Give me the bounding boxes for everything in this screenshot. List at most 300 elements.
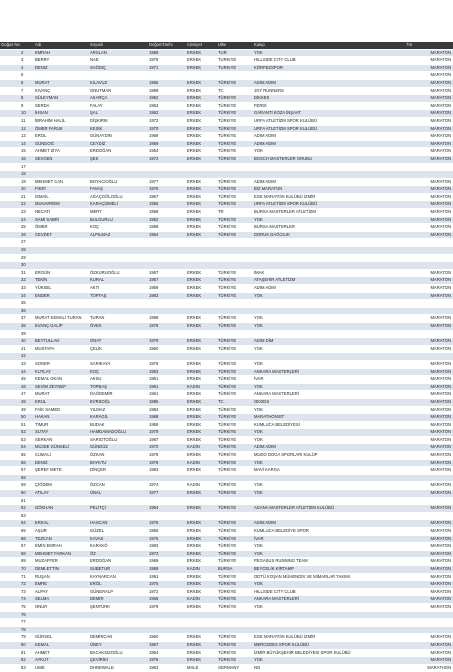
cell-country: TÜRKİYE xyxy=(217,338,253,346)
cell-first-name: MUZAFFER xyxy=(34,558,89,566)
cell-gender: ERKEK xyxy=(186,322,217,330)
cell-category xyxy=(405,353,453,361)
cell-first-name: BEYTULLAH xyxy=(34,338,89,346)
cell-category: MARATON xyxy=(405,558,453,566)
cell-gender: ERKEK xyxy=(186,490,217,498)
cell-country: TÜRKİYE xyxy=(217,155,253,163)
cell-club: İMAK xyxy=(253,269,405,277)
table-row xyxy=(0,649,453,657)
cell-bib-number: 55 xyxy=(0,452,34,460)
cell-birth-year xyxy=(148,262,186,270)
cell-club: ADANA MASTERLER ATLETİZM KULÜBÜ xyxy=(253,505,405,513)
participants-table xyxy=(0,42,453,672)
cell-birth-year: 1983 xyxy=(148,543,186,551)
cell-category: MARATON xyxy=(405,209,453,217)
table-row xyxy=(0,535,453,543)
table-row xyxy=(0,262,453,270)
cell-gender xyxy=(186,239,217,247)
cell-category: MARATON xyxy=(405,57,453,65)
cell-first-name: SELMA xyxy=(34,596,89,604)
cell-birth-year: 1977 xyxy=(148,490,186,498)
cell-country: TC xyxy=(217,398,253,406)
cell-first-name: KEMAL xyxy=(34,641,89,649)
cell-bib-number: 79 xyxy=(0,634,34,642)
table-row xyxy=(0,148,453,156)
cell-club: PEGASUS RUNNING TEAM xyxy=(253,558,405,566)
table-row xyxy=(0,664,453,672)
cell-bib-number: 49 xyxy=(0,406,34,414)
cell-bib-number: 69 xyxy=(0,558,34,566)
cell-birth-year: 1974 xyxy=(148,482,186,490)
cell-first-name: AYKUT xyxy=(34,657,89,665)
cell-category: MARATON xyxy=(405,436,453,444)
cell-bib-number: 16 xyxy=(0,155,34,163)
cell-category: MARATON xyxy=(405,573,453,581)
cell-birth-year: 1969 xyxy=(148,133,186,141)
cell-country: TURKIYE xyxy=(217,57,253,65)
cell-birth-year: 1963 xyxy=(148,368,186,376)
cell-gender: ERKEK xyxy=(186,558,217,566)
table-row xyxy=(0,398,453,406)
table-row xyxy=(0,353,453,361)
cell-gender: KADIN xyxy=(186,596,217,604)
table-row xyxy=(0,641,453,649)
cell-gender: ERKEK xyxy=(186,285,217,293)
cell-country: TÜRKİYE xyxy=(217,178,253,186)
cell-bib-number: 28 xyxy=(0,247,34,255)
cell-bib-number: 63 xyxy=(0,512,34,520)
cell-first-name: ONUR xyxy=(34,603,89,611)
cell-last-name: DHNEWALD xyxy=(89,664,148,672)
cell-category: MARATON xyxy=(405,338,453,346)
cell-gender xyxy=(186,626,217,634)
cell-gender: ERKEK xyxy=(186,429,217,437)
cell-gender: KADIN xyxy=(186,459,217,467)
cell-birth-year xyxy=(148,611,186,619)
cell-first-name xyxy=(34,626,89,634)
cell-birth-year: 1967 xyxy=(148,269,186,277)
cell-country xyxy=(217,330,253,338)
cell-bib-number: 23 xyxy=(0,209,34,217)
cell-gender: ERKEK xyxy=(186,338,217,346)
cell-birth-year: 1976 xyxy=(148,360,186,368)
cell-bib-number: 76 xyxy=(0,611,34,619)
cell-last-name: ONUTMAN xyxy=(89,87,148,95)
cell-bib-number: 53 xyxy=(0,436,34,444)
cell-last-name: KOÇ xyxy=(89,224,148,232)
cell-birth-year: 1972 xyxy=(148,155,186,163)
cell-gender: ERKEK xyxy=(186,588,217,596)
table-row xyxy=(0,368,453,376)
cell-gender: KADIN xyxy=(186,482,217,490)
cell-club: NO xyxy=(253,664,405,672)
table-row xyxy=(0,520,453,528)
cell-club: MAVİ KARGA xyxy=(253,467,405,475)
cell-category xyxy=(405,307,453,315)
cell-birth-year xyxy=(148,239,186,247)
cell-last-name xyxy=(89,512,148,520)
cell-last-name: AKSU xyxy=(89,376,148,384)
cell-bib-number: 10 xyxy=(0,110,34,118)
cell-club: YOK xyxy=(253,429,405,437)
cell-first-name xyxy=(34,300,89,308)
cell-last-name: ONAT xyxy=(89,338,148,346)
cell-first-name: FAİK SAMED xyxy=(34,406,89,414)
cell-country xyxy=(217,239,253,247)
cell-last-name xyxy=(89,474,148,482)
cell-first-name: RUŞAN xyxy=(34,573,89,581)
cell-first-name: MUHARREM xyxy=(34,201,89,209)
cell-last-name: TOPBAŞ xyxy=(89,383,148,391)
cell-birth-year: 1975 xyxy=(148,452,186,460)
cell-first-name: MURAT xyxy=(34,391,89,399)
cell-gender: ERKEK xyxy=(186,140,217,148)
cell-country: TÜRKİYE xyxy=(217,193,253,201)
cell-last-name: DİŞKIRIK xyxy=(89,117,148,125)
cell-club: MERCEDES SPOR KULÜBÜ xyxy=(253,641,405,649)
cell-birth-year: 1964 xyxy=(148,231,186,239)
cell-first-name: YÜKSEL xyxy=(34,285,89,293)
cell-gender: ERKEK xyxy=(186,641,217,649)
cell-bib-number: 27 xyxy=(0,239,34,247)
cell-club: DORUK DAĞCILIK xyxy=(253,231,405,239)
cell-country: TC xyxy=(217,87,253,95)
table-row xyxy=(0,239,453,247)
table-row xyxy=(0,49,453,57)
cell-club: BİZ MARATON xyxy=(253,186,405,194)
cell-first-name: ÖMER FARUK xyxy=(34,125,89,133)
cell-gender: ERKEK xyxy=(186,216,217,224)
cell-country xyxy=(217,300,253,308)
cell-bib-number: 12 xyxy=(0,125,34,133)
cell-country xyxy=(217,254,253,262)
cell-category: MARATON xyxy=(405,459,453,467)
cell-country: TÜRKİYE xyxy=(217,641,253,649)
cell-country: TÜRKİYE xyxy=(217,429,253,437)
cell-first-name xyxy=(34,254,89,262)
table-row xyxy=(0,512,453,520)
cell-club xyxy=(253,619,405,627)
cell-first-name xyxy=(34,512,89,520)
cell-last-name: ÖZKURUOĞLU xyxy=(89,269,148,277)
cell-bib-number: 80 xyxy=(0,641,34,649)
cell-gender: KADIN xyxy=(186,444,217,452)
table-row xyxy=(0,474,453,482)
cell-birth-year: 1961 xyxy=(148,391,186,399)
cell-birth-year: 1959 xyxy=(148,421,186,429)
cell-last-name: BAYKTU xyxy=(89,459,148,467)
cell-category: MARATON xyxy=(405,360,453,368)
cell-first-name: HAKAN xyxy=(34,414,89,422)
cell-club: BURSA MASTERLER ATLETİZM xyxy=(253,209,405,217)
table-row xyxy=(0,117,453,125)
cell-category: MARATON xyxy=(405,657,453,665)
cell-category: MARATON xyxy=(405,49,453,57)
cell-country: TÜRKİYE xyxy=(217,95,253,103)
cell-bib-number: 59 xyxy=(0,482,34,490)
table-row xyxy=(0,467,453,475)
cell-gender xyxy=(186,497,217,505)
cell-last-name: KURAL xyxy=(89,277,148,285)
column-header-birth-year: DoğumTarihi xyxy=(148,42,186,49)
cell-gender: ERKEK xyxy=(186,133,217,141)
table-row xyxy=(0,322,453,330)
cell-birth-year: 1972 xyxy=(148,117,186,125)
cell-category: MARATON xyxy=(405,315,453,323)
cell-club: URFA ATLETİZM SPOR KULÜBÜ xyxy=(253,125,405,133)
cell-club: YOK xyxy=(253,383,405,391)
cell-first-name: AHMET ZİYA xyxy=(34,148,89,156)
cell-bib-number: 67 xyxy=(0,543,34,551)
cell-club: ODTÜ KOŞAN MÜHENDİS VE MİMARLAR TAKIMI xyxy=(253,573,405,581)
cell-category xyxy=(405,300,453,308)
cell-bib-number: 37 xyxy=(0,315,34,323)
cell-last-name: AĞAÇGÖLOĞLU xyxy=(89,193,148,201)
cell-last-name: KILAVUZ xyxy=(89,79,148,87)
cell-last-name xyxy=(89,300,148,308)
cell-country: TURKIYE xyxy=(217,64,253,72)
table-row xyxy=(0,209,453,217)
cell-birth-year: 1991 xyxy=(148,573,186,581)
cell-category: MARATON xyxy=(405,649,453,657)
cell-first-name: SERDA xyxy=(34,102,89,110)
cell-bib-number: 65 xyxy=(0,528,34,536)
cell-club: YOK xyxy=(253,436,405,444)
cell-gender xyxy=(186,72,217,80)
cell-gender xyxy=(186,619,217,627)
cell-last-name: BACAKSİZOĞLU xyxy=(89,649,148,657)
cell-birth-year xyxy=(148,626,186,634)
cell-country: TÜRKİYE xyxy=(217,452,253,460)
table-row xyxy=(0,634,453,642)
cell-country: TÜRKİYE xyxy=(217,414,253,422)
cell-first-name: EMİN EMRAH xyxy=(34,543,89,551)
cell-club: ADIM ADIM xyxy=(253,140,405,148)
cell-country xyxy=(217,307,253,315)
cell-gender: ERKEK xyxy=(186,368,217,376)
cell-country xyxy=(217,512,253,520)
table-row xyxy=(0,619,453,627)
cell-last-name: DİNÇER xyxy=(89,467,148,475)
cell-category: MARATON xyxy=(405,581,453,589)
cell-last-name: ALPILMAZ xyxy=(89,231,148,239)
column-header-bib-number: Goğus No xyxy=(0,42,34,49)
table-row xyxy=(0,224,453,232)
cell-first-name: ÇİĞDEM xyxy=(34,482,89,490)
table-row xyxy=(0,444,453,452)
cell-bib-number: 14 xyxy=(0,140,34,148)
cell-last-name: ÜNEY xyxy=(89,641,148,649)
cell-country xyxy=(217,247,253,255)
column-header-category: Tür xyxy=(405,42,453,49)
cell-birth-year: 1976 xyxy=(148,186,186,194)
cell-country: TÜRKİYE xyxy=(217,558,253,566)
cell-birth-year: 1976 xyxy=(148,459,186,467)
table-row xyxy=(0,201,453,209)
cell-bib-number: 62 xyxy=(0,505,34,513)
cell-country: TÜRKİYE xyxy=(217,201,253,209)
cell-club: ADIM ADIM xyxy=(253,178,405,186)
table-row xyxy=(0,406,453,414)
cell-first-name: DENIZ xyxy=(34,64,89,72)
cell-birth-year: 1984 xyxy=(148,406,186,414)
cell-gender: ERKEK xyxy=(186,414,217,422)
table-row xyxy=(0,565,453,573)
cell-first-name: TEZCAN xyxy=(34,535,89,543)
cell-category: MARATON xyxy=(405,414,453,422)
cell-birth-year: 1976 xyxy=(148,520,186,528)
cell-bib-number: 57 xyxy=(0,467,34,475)
cell-country: TÜRKİYE xyxy=(217,285,253,293)
table-row xyxy=(0,558,453,566)
cell-gender xyxy=(186,254,217,262)
table-row xyxy=(0,383,453,391)
cell-last-name xyxy=(89,171,148,179)
cell-last-name: PELİTÇİ xyxy=(89,505,148,513)
cell-gender: ERKEK xyxy=(186,95,217,103)
cell-country: TÜRKİYE xyxy=(217,482,253,490)
cell-bib-number: 68 xyxy=(0,550,34,558)
cell-birth-year: 1885 xyxy=(148,398,186,406)
cell-first-name: KEMAL OKAN xyxy=(34,376,89,384)
cell-first-name: EROL xyxy=(34,133,89,141)
table-body xyxy=(0,49,453,672)
cell-last-name: KARAGİL xyxy=(89,414,148,422)
cell-country: TÜRKİYE xyxy=(217,550,253,558)
cell-birth-year xyxy=(148,353,186,361)
cell-gender: ERKEK xyxy=(186,657,217,665)
cell-club: YOK xyxy=(253,459,405,467)
table-row xyxy=(0,163,453,171)
cell-bib-number: 33 xyxy=(0,285,34,293)
cell-first-name: ENDER xyxy=(34,292,89,300)
cell-country: TÜRKİYE xyxy=(217,535,253,543)
cell-gender xyxy=(186,171,217,179)
table-row xyxy=(0,596,453,604)
cell-category: MARATON xyxy=(405,406,453,414)
cell-last-name: DEMİR xyxy=(89,596,148,604)
cell-category: MARATON xyxy=(405,269,453,277)
cell-first-name: MEHMET FARKAN xyxy=(34,550,89,558)
cell-club: DİKKEK xyxy=(253,95,405,103)
cell-category: MARATON xyxy=(405,64,453,72)
cell-country: BURSA xyxy=(217,565,253,573)
cell-bib-number: 2 xyxy=(0,49,34,57)
cell-category: MARATON xyxy=(405,110,453,118)
cell-last-name: NAE xyxy=(89,57,148,65)
cell-first-name: MURAT xyxy=(34,79,89,87)
cell-first-name xyxy=(34,619,89,627)
cell-gender: ERKEK xyxy=(186,505,217,513)
cell-country: TÜRKİYE xyxy=(217,383,253,391)
cell-club xyxy=(253,262,405,270)
cell-country: TÜRKİYE xyxy=(217,322,253,330)
cell-bib-number: 35 xyxy=(0,300,34,308)
cell-first-name: UWE xyxy=(34,664,89,672)
cell-club xyxy=(253,474,405,482)
cell-gender: ERKEK xyxy=(186,360,217,368)
cell-club: YOK xyxy=(253,603,405,611)
cell-first-name: İBRAHİM HALİL xyxy=(34,117,89,125)
cell-club: YOK xyxy=(253,216,405,224)
cell-birth-year: 1979 xyxy=(148,429,186,437)
cell-club: KUMLUCA BELEDİYESİ xyxy=(253,421,405,429)
table-row xyxy=(0,285,453,293)
cell-birth-year: 1961 xyxy=(148,376,186,384)
cell-first-name: KUTLAY xyxy=(34,368,89,376)
cell-category: MARATON xyxy=(405,224,453,232)
cell-gender: ERKEK xyxy=(186,178,217,186)
cell-last-name: HAMDAMADOĞLU xyxy=(89,429,148,437)
cell-club xyxy=(253,72,405,80)
cell-birth-year: 1976 xyxy=(148,657,186,665)
cell-gender: ERKEK xyxy=(186,520,217,528)
cell-country: TÜRKİYE xyxy=(217,133,253,141)
table-row xyxy=(0,315,453,323)
cell-country: TÜRKİYE xyxy=(217,391,253,399)
cell-club: MARATHONIST xyxy=(253,414,405,422)
cell-bib-number: 22 xyxy=(0,201,34,209)
cell-bib-number: 58 xyxy=(0,474,34,482)
cell-category: MARATON xyxy=(405,125,453,133)
cell-gender: ERKEK xyxy=(186,64,217,72)
cell-country xyxy=(217,626,253,634)
cell-birth-year: 1971 xyxy=(148,64,186,72)
cell-birth-year: 1977 xyxy=(148,178,186,186)
cell-bib-number: 43 xyxy=(0,360,34,368)
cell-last-name xyxy=(89,611,148,619)
cell-club: YOK xyxy=(253,581,405,589)
cell-country xyxy=(217,353,253,361)
cell-bib-number: 47 xyxy=(0,391,34,399)
cell-country: TÜRKİYE xyxy=(217,520,253,528)
cell-first-name: DEMLETTİN xyxy=(34,565,89,573)
cell-bib-number: 18 xyxy=(0,171,34,179)
cell-country: GERMANY xyxy=(217,664,253,672)
cell-gender: ERKEK xyxy=(186,269,217,277)
table-row xyxy=(0,292,453,300)
cell-last-name xyxy=(89,353,148,361)
cell-last-name: KOÇ xyxy=(89,368,148,376)
cell-last-name: ERÖL xyxy=(89,581,148,589)
cell-club: URFA ATLETİZM SPOR KULÜBÜ xyxy=(253,117,405,125)
cell-gender: ERKEK xyxy=(186,125,217,133)
cell-club: OKODS xyxy=(253,398,405,406)
cell-gender: ERKEK xyxy=(186,581,217,589)
cell-gender: ERKEK xyxy=(186,421,217,429)
cell-country: TÜRKİYE xyxy=(217,102,253,110)
cell-category xyxy=(405,611,453,619)
table-row xyxy=(0,193,453,201)
cell-country: TÜRKİYE xyxy=(217,368,253,376)
cell-birth-year xyxy=(148,307,186,315)
cell-first-name: EMRE xyxy=(34,581,89,589)
cell-gender xyxy=(186,247,217,255)
cell-country: TÜRKİYE xyxy=(217,231,253,239)
cell-category: MARATON xyxy=(405,155,453,163)
cell-category: MARATON xyxy=(405,535,453,543)
cell-birth-year xyxy=(148,330,186,338)
cell-birth-year xyxy=(148,163,186,171)
cell-club: KUMLUCA BELEDİYE SPOR xyxy=(253,528,405,536)
cell-first-name xyxy=(34,307,89,315)
cell-club: EGE MARATON KULÜBÜ İZMİR xyxy=(253,193,405,201)
table-row xyxy=(0,186,453,194)
cell-birth-year: 1969 xyxy=(148,565,186,573)
cell-last-name: MERT xyxy=(89,209,148,217)
cell-birth-year xyxy=(148,497,186,505)
cell-last-name: ÇEVİRİKİ xyxy=(89,657,148,665)
